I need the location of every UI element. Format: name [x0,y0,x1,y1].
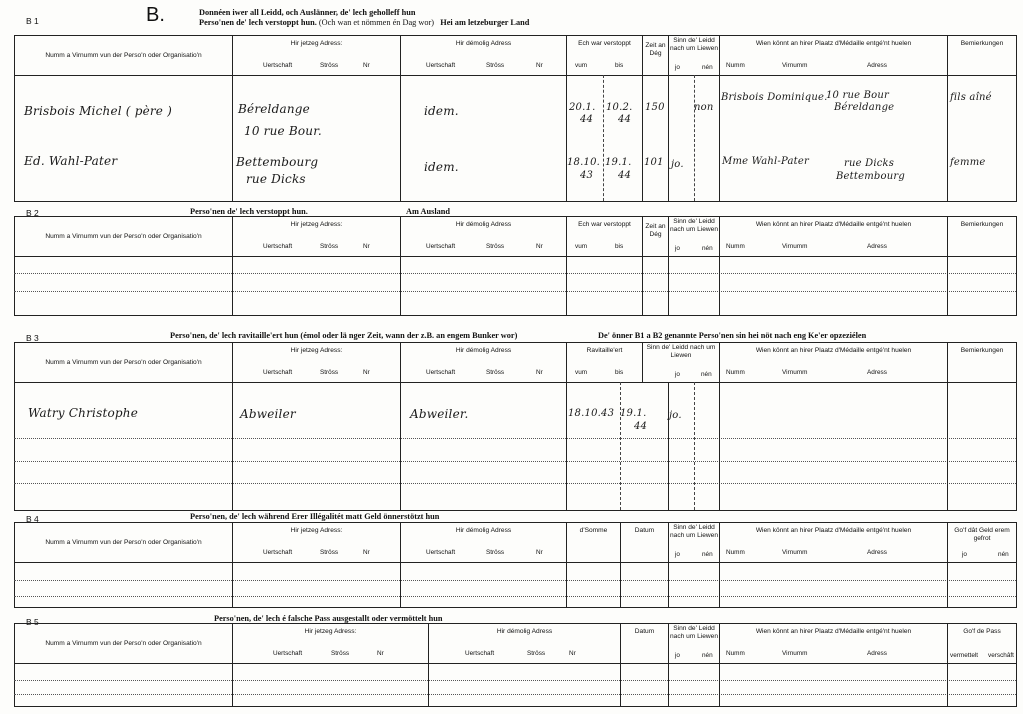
b5-body [15,664,1017,707]
person-name: Watry Christophe [28,406,138,420]
title-line-2c: Hei am letzeburger Land [440,17,530,27]
section-title: Perso'nen, de' lech während Erer Illégalitét matt Geld önnerstötzt hun [190,512,440,521]
section-subtitle: Am Ausland [406,207,451,216]
days: 101 [644,157,664,168]
col-name: Numm a Virnumm vun der Perso'n oder Organisatio'n [15,36,233,76]
title-line-2b: (Och wan et nömmen én Dag wor) [318,17,435,27]
medal-address-line1: rue Dicks [844,158,895,169]
section-b4 [14,510,1016,610]
old-address: Abweiler. [410,407,469,421]
b4-body [15,563,1017,608]
title-line-1: Donnéen iwer all Leidd, och Auslänner, de' lech geholleff hun [199,8,416,17]
person-name: Ed. Wahl-Pater [24,154,118,168]
col-hidden: Ech war verstoppt vum bis [567,36,643,76]
col-remarks: Bemierkungen [948,36,1017,76]
hidden-from-year: 43 [580,170,594,181]
supplied-to-year: 44 [634,421,648,432]
remark: fils aîné [950,92,992,103]
medal-name: Mme Wahl-Pater [722,156,809,167]
section-subtitle: De' önner B1 a B2 genannte Perso'nen sin hei nöt nach eng Ke'er opzeziélen [598,331,867,340]
section-title: Perso'nen, de' lech é falsche Pass ausgestallt oder vermöttelt hun [214,614,443,623]
current-address-line2: rue Dicks [246,172,306,186]
current-address: Abweiler [240,407,296,421]
days: 150 [645,102,665,113]
section-id: B 5 [26,617,39,627]
hidden-to: 19.1. [605,157,632,168]
hidden-to: 10.2. [606,102,633,113]
section-title [199,8,529,27]
hidden-from-year: 44 [580,114,594,125]
hidden-to-year: 44 [618,114,632,125]
current-address-line1: Bettembourg [236,155,319,169]
section-title: Perso'nen de' lech verstoppt hun. [190,207,308,216]
current-address-line1: Béreldange [238,102,310,116]
section-id: B 1 [26,16,39,26]
b2-table: Numm a Virnumm vun der Perso'n oder Organisatio'n Hir jetzeg Adress: Uertschaft Ströss Nr Hir démolig Adress Uertschaft Ströss Nr Ech war verstoppt vum bis Zeit an Dég Sinn de' Leidd nach um Liewen jo nén Wien könnt an hirer Plaatz d'Médaille entgé'nt huelen Numm Virnumm Adress Bemierkungen [14,216,1017,316]
section-id: B 3 [26,333,39,343]
medal-name: Brisbois Dominique. [721,92,828,103]
col-days: Zeit an Dég [643,36,669,76]
col-name: Numm a Virnumm vun der Perso'n oder Organisatio'n [45,233,202,240]
alive-answer: non [694,102,714,113]
form-letter: B. [146,4,165,26]
alive-answer: jo. [671,159,684,170]
medal-address-line2: Béreldange [834,102,895,113]
col-medal: Wien könnt an hirer Plaatz d'Médaille entgé'nt huelen Numm Virnumm Adress [720,36,948,76]
section-b1 [14,4,1016,203]
section-b5 [14,612,1016,708]
current-address-line2: 10 rue Bour. [244,124,322,138]
remark: femme [950,157,986,168]
b4-table: Numm a Virnumm vun der Perso'n oder Organisatio'n Hir jetzeg Adress: Uertschaft Ströss Nr Hir démolig Adress Uertschaft Ströss Nr d'Somme Datum Sinn de' Leidd nach um Liewen jo nén Wien könnt an hirer Plaatz d'Médaille entgé'nt huelen Numm Virnumm Adress Go'f dât Geld erem gefrot jo nén [14,522,1017,608]
section-title: Perso'nen, de' lech ravitaille'ert hun (émol oder lä nger Zeit, wann der z.B. an engem Bunker wor) [170,331,518,340]
col-current-address: Hir jetzeg Adress: Uertschaft Ströss Nr [233,36,401,76]
hidden-from: 20.1. [569,102,596,113]
b2-body [15,257,1017,316]
b3-table: Numm a Virnumm vun der Perso'n oder Organisatio'n Hir jetzeg Adress: Uertschaft Ströss Nr Hir démolig Adress Uertschaft Ströss Nr Ravitaille'ert vum bis Sinn de' Leidd nach um Liewen jo nén Wien könnt an hirer Plaatz d'Médaille entgé'nt huelen Numm Virnumm Adress Bemierkungen [14,342,1017,511]
supplied-to: 19.1. [620,408,647,419]
old-address: idem. [424,160,459,174]
col-alive: Sinn de' Leidd nach um Liewen jo nén [669,36,720,76]
medal-address-line1: 10 rue Bour [826,90,890,101]
b3-body [15,383,1017,511]
medal-address-line2: Bettembourg [836,171,905,182]
alive-answer: jo. [669,410,682,421]
hidden-to-year: 44 [618,170,632,181]
section-b2 [14,205,1016,325]
old-address: idem. [424,104,459,118]
person-name: Brisbois Michel ( père ) [24,104,173,118]
section-id: B 4 [26,514,39,524]
title-line-2a: Perso'nen de' lech verstoppt hun. [199,17,317,27]
section-b3 [14,328,1016,512]
b5-table: Numm a Virnumm vun der Perso'n oder Organisatio'n Hir jetzeg Adress: Uertschaft Ströss Nr Hir démolig Adress Uertschaft Ströss Nr Datum Sinn de' Leidd nach um Liewen jo nén Wien könnt an hirer Plaatz d'Médaille entgé'nt huelen Numm Virnumm Adress Go'f de Pass vermettelt verschâft [14,623,1017,707]
supplied-from: 18.10.43 [568,408,615,419]
section-id: B 2 [26,208,39,218]
col-old-address: Hir démolig Adress Uertschaft Ströss Nr [401,36,567,76]
hidden-from: 18.10. [567,157,601,168]
